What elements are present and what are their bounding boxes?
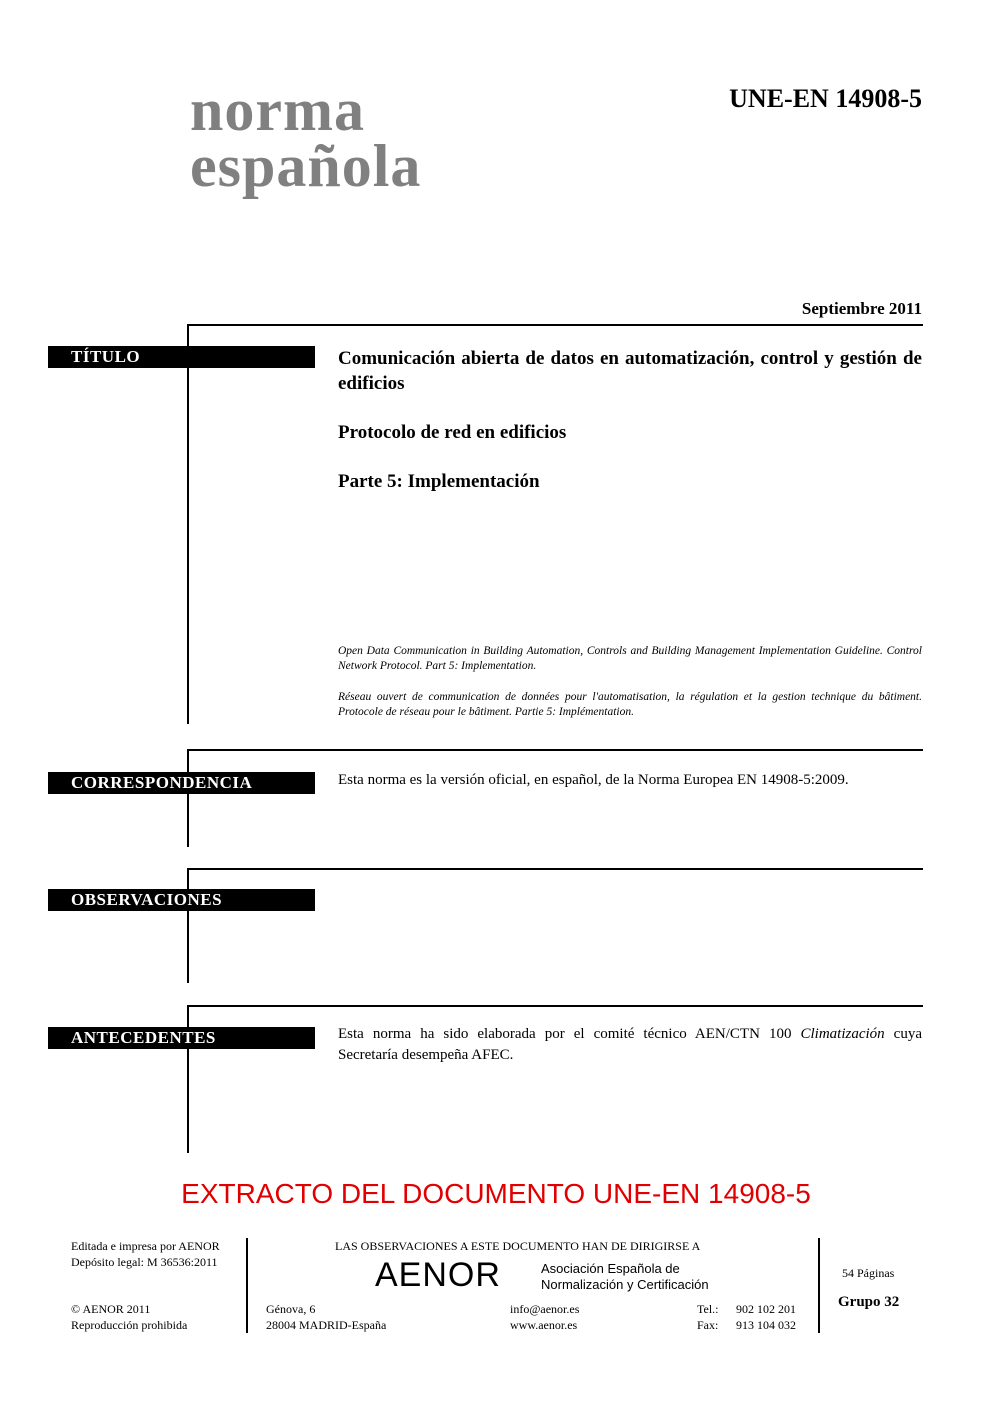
section-vertical-rule — [187, 749, 189, 847]
section-divider — [187, 324, 923, 326]
main-title: Comunicación abierta de datos en automatización, control y gestión de edificios — [338, 348, 922, 394]
fax-number: 913 104 032 — [736, 1318, 796, 1332]
online-contact — [510, 1301, 579, 1333]
section-divider — [187, 749, 923, 751]
publication-date: Septiembre 2011 — [801, 299, 922, 318]
fax-label: Fax: — [697, 1318, 719, 1332]
english-title: Open Data Communication in Building Automation, Controls and Building Management Implementation Guideline. Control Network Protocol. Part 5: Implementation. — [338, 645, 922, 672]
section-vertical-rule — [187, 868, 189, 983]
phone-labels — [697, 1301, 719, 1333]
label-observaciones: OBSERVACIONES — [48, 889, 315, 911]
aenor-logo: AENOR — [375, 1256, 501, 1294]
antecedentes-text — [338, 1024, 922, 1066]
brand-line-1: norma — [190, 77, 365, 143]
legal-deposit: Depósito legal: M 36536:2011 — [71, 1255, 218, 1269]
phone-numbers — [736, 1301, 796, 1333]
page-count: 54 Páginas — [842, 1266, 895, 1280]
aenor-full-name — [541, 1261, 709, 1293]
footer-divider — [818, 1238, 820, 1333]
extract-notice: EXTRACTO DEL DOCUMENTO UNE-EN 14908-5 — [181, 1178, 811, 1209]
aenor-name-line-1: Asociación Española de — [541, 1261, 680, 1276]
label-titulo: TÍTULO — [48, 346, 315, 368]
email-link[interactable]: info@aenor.es — [510, 1302, 580, 1316]
price-group: Grupo 32 — [838, 1294, 900, 1310]
observations-heading: LAS OBSERVACIONES A ESTE DOCUMENTO HAN DE DIRIGIRSE A — [335, 1239, 701, 1253]
committee-name: Climatización — [800, 1026, 885, 1042]
french-title: Réseau ouvert de communication de données pour l'automatisation, la régulation et la gestion technique du bâtiment. Protocole de réseau pour le bâtiment. Partie 5: Implémentation. — [338, 691, 922, 718]
subtitle-2: Parte 5: Implementación — [338, 471, 540, 492]
copyright-info — [71, 1301, 187, 1333]
section-divider — [187, 868, 923, 870]
reproduction-notice: Reproducción prohibida — [71, 1318, 188, 1332]
publisher-info — [71, 1238, 220, 1270]
tel-number: 902 102 201 — [736, 1302, 796, 1316]
antecedentes-text-part: Esta norma ha sido elaborada por el comité técnico AEN/CTN 100 — [338, 1026, 801, 1042]
tel-label: Tel.: — [697, 1302, 719, 1316]
city: 28004 MADRID-España — [266, 1318, 387, 1332]
antecedentes-text-part: cuya Secretaría desempeña AFEC. — [338, 1026, 922, 1063]
brand-title — [190, 77, 422, 199]
edited-by: Editada e impresa por AENOR — [71, 1239, 220, 1253]
section-divider — [187, 1005, 923, 1007]
section-vertical-rule — [187, 324, 189, 724]
street: Génova, 6 — [266, 1302, 316, 1316]
standard-code: UNE-EN 14908-5 — [729, 84, 922, 113]
copyright: © AENOR 2011 — [71, 1302, 151, 1316]
web-link[interactable]: www.aenor.es — [510, 1318, 578, 1332]
label-antecedentes: ANTECEDENTES — [48, 1027, 315, 1049]
subtitle-1: Protocolo de red en edificios — [338, 422, 567, 443]
aenor-name-line-2: Normalización y Certificación — [541, 1277, 709, 1292]
correspondencia-text: Esta norma es la versión oficial, en español, de la Norma Europea EN 14908-5:2009. — [338, 772, 849, 788]
brand-line-2: española — [190, 133, 422, 199]
label-correspondencia: CORRESPONDENCIA — [48, 772, 315, 794]
footer-divider — [246, 1238, 248, 1333]
postal-address — [266, 1301, 386, 1333]
